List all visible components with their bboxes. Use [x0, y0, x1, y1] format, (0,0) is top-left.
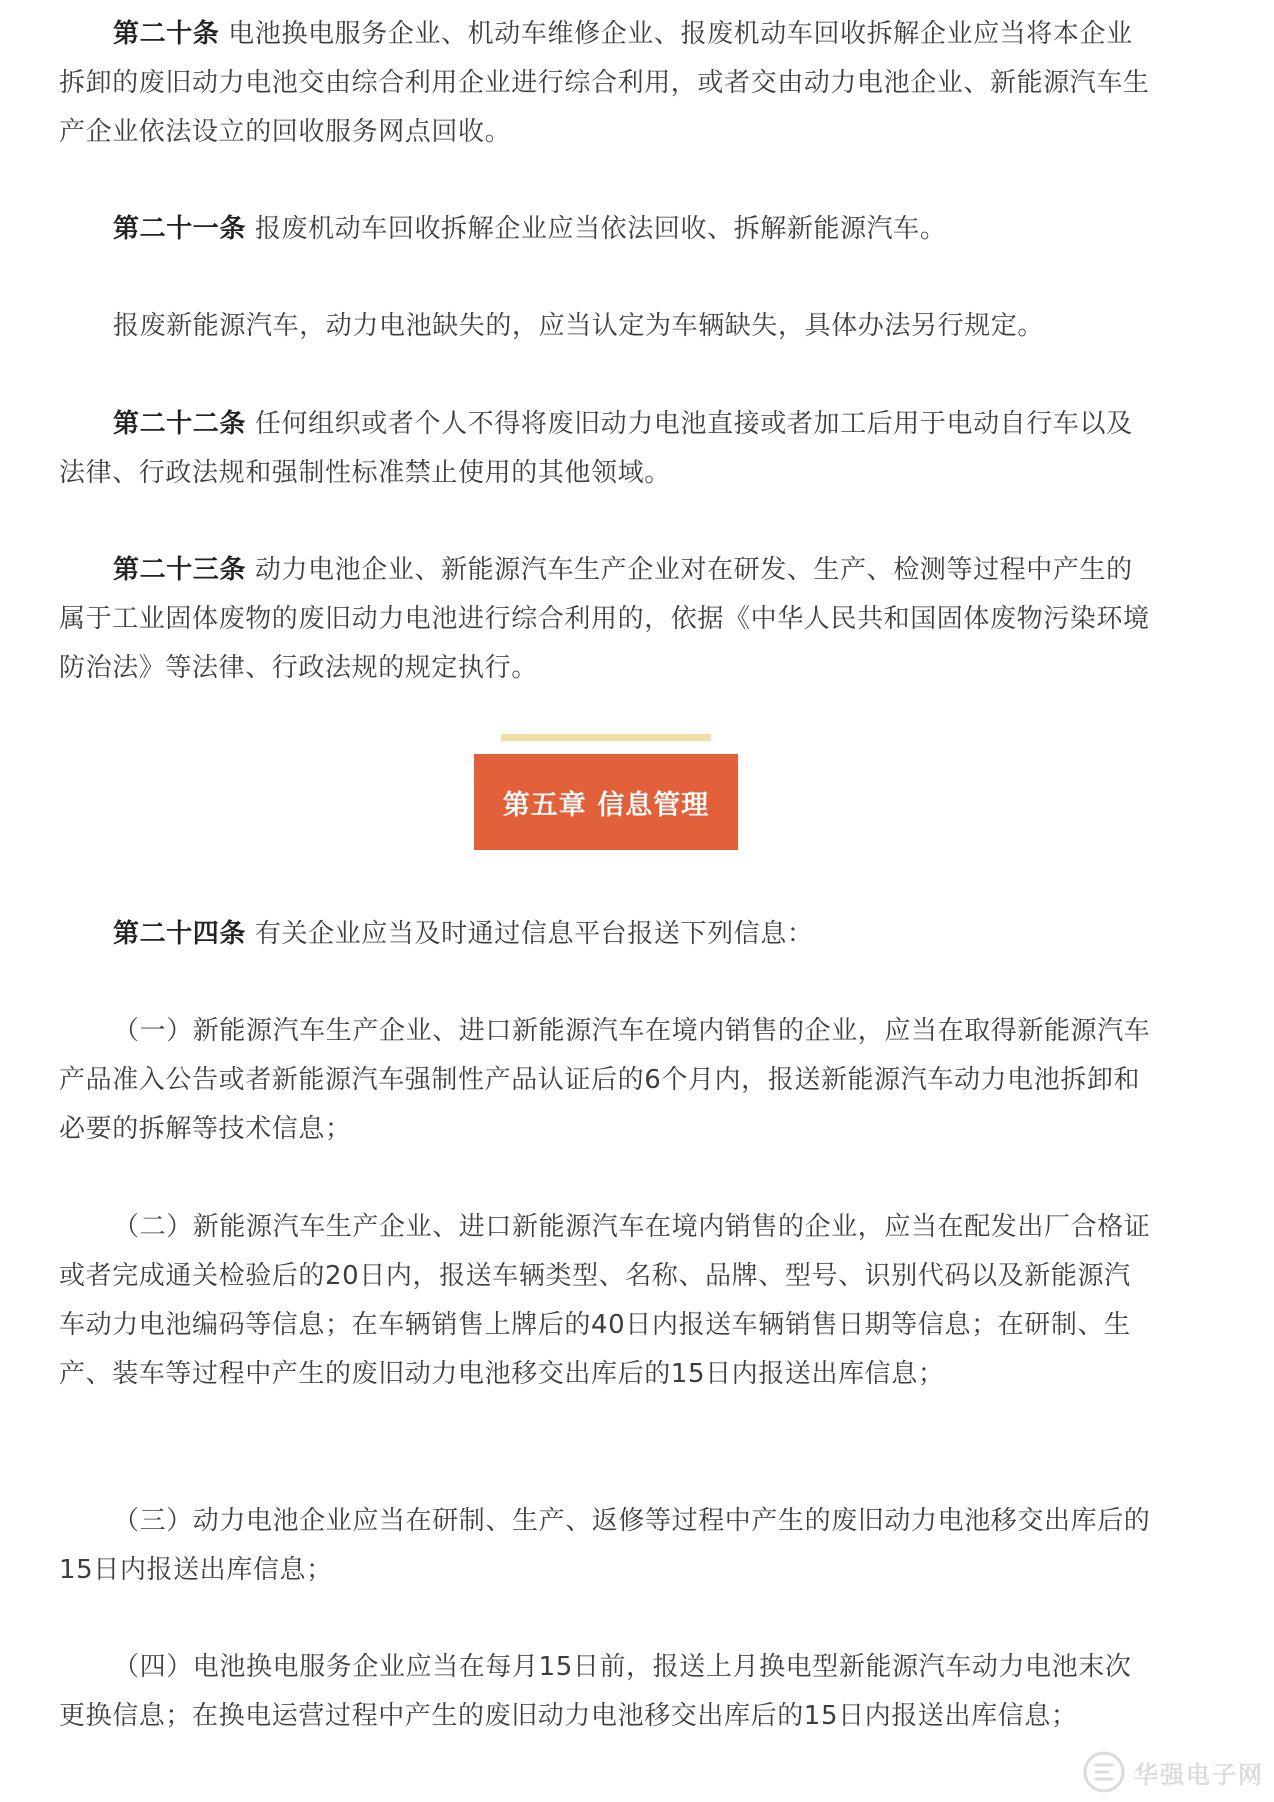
article-20-text: 电池换电服务企业、机动车维修企业、报废机动车回收拆解企业应当将本企业拆卸的废旧动力电池交由综合利用企业进行综合利用，或者交由动力电池企业、新能源汽车生产企业依法设立的回收服务网点回收。 [59, 19, 1150, 147]
article-22 [59, 400, 1151, 498]
article-21 [59, 205, 1151, 254]
article-23-text: 动力电池企业、新能源汽车生产企业对在研发、生产、检测等过程中产生的属于工业固体废物的废旧动力电池进行综合利用的，依据《中华人民共和国固体废物污染环境防治法》等法律、行政法规的规定执行。 [59, 555, 1150, 683]
article-21-paragraph-2 [59, 302, 1151, 351]
article-24-item-1 [59, 1007, 1151, 1154]
list-item-text: （三）动力电池企业应当在研制、生产、返修等过程中产生的废旧动力电池移交出库后的15日内报送出库信息； [59, 1506, 1151, 1585]
article-24-text: 有关企业应当及时通过信息平台报送下列信息： [246, 919, 814, 949]
watermark [1082, 1750, 1264, 1794]
chapter-decor-line [501, 734, 711, 741]
article-24-item-3 [59, 1497, 1151, 1595]
article-24-label: 第二十四条 [113, 919, 247, 949]
list-item-text: （二）新能源汽车生产企业、进口新能源汽车在境内销售的企业，应当在配发出厂合格证或者完成通关检验后的20日内，报送车辆类型、名称、品牌、型号、识别代码以及新能源汽车动力电池编码等信息；在车辆销售上牌后的40日内报送车辆销售日期等信息；在研制、生产、装车等过程中产生的废旧动力电池移交出库后的15日内报送出库信息； [59, 1212, 1151, 1389]
article-21-text: 报废机动车回收拆解企业应当依法回收、拆解新能源汽车。 [246, 214, 947, 244]
circle-logo-icon [1082, 1750, 1126, 1794]
chapter-title-badge [474, 754, 738, 850]
article-23-label: 第二十三条 [113, 555, 247, 585]
chapter-title: 第五章 信息管理 [502, 789, 710, 821]
article-21-label: 第二十一条 [113, 214, 247, 244]
article-24-item-4 [59, 1643, 1151, 1741]
article-22-label: 第二十二条 [113, 409, 247, 439]
article-23 [59, 546, 1151, 693]
list-item-text: （一）新能源汽车生产企业、进口新能源汽车在境内销售的企业，应当在取得新能源汽车产品准入公告或者新能源汽车强制性产品认证后的6个月内，报送新能源汽车动力电池拆卸和必要的拆解等技术信息； [59, 1016, 1151, 1144]
article-24 [59, 910, 1151, 959]
article-20-label: 第二十条 [113, 19, 220, 49]
list-item-text: （四）电池换电服务企业应当在每月15日前，报送上月换电型新能源汽车动力电池末次更换信息；在换电运营过程中产生的废旧动力电池移交出库后的15日内报送出库信息； [59, 1652, 1132, 1731]
article-24-item-2 [59, 1203, 1151, 1399]
article-20 [59, 10, 1151, 157]
article-21-para2-text: 报废新能源汽车，动力电池缺失的，应当认定为车辆缺失，具体办法另行规定。 [113, 311, 1045, 341]
watermark-text: 华强电子网 [1134, 1760, 1264, 1789]
article-22-text: 任何组织或者个人不得将废旧动力电池直接或者加工后用于电动自行车以及法律、行政法规和强制性标准禁止使用的其他领域。 [59, 409, 1133, 488]
